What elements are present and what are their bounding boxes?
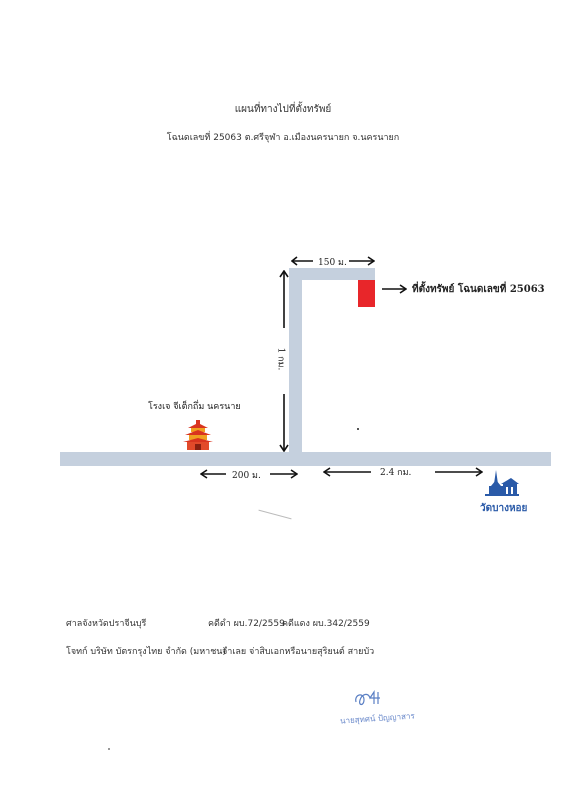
signature-image bbox=[352, 688, 392, 710]
top-road bbox=[289, 268, 375, 280]
dist-top-label: 150 ม. bbox=[318, 258, 347, 268]
defendant-text: จำเลย จ่าสิบเอกหรือนายสุริยนต์ สายบัว bbox=[222, 647, 375, 657]
case-red-text: คดีแดง ผบ.342/2559 bbox=[282, 619, 370, 629]
property-marker bbox=[358, 280, 375, 307]
dist-right-label: 2.4 กม. bbox=[380, 468, 412, 478]
property-pointer-arrow bbox=[381, 284, 407, 294]
chinese-temple-icon bbox=[183, 420, 213, 450]
main-road bbox=[60, 452, 551, 466]
plaintiff-text: โจทก์ บริษัท บัตรกรุงไทย จำกัด (มหาชน) bbox=[66, 647, 226, 657]
thai-temple-icon bbox=[485, 470, 519, 496]
signature-caption: นายสุทศน์ ปัญญาสาร bbox=[339, 711, 416, 726]
property-label: ที่ตั้งทรัพย์ โฉนดเลขที่ 25063 bbox=[412, 284, 545, 295]
page-title: แผนที่ทางไปที่ตั้งทรัพย์ bbox=[234, 104, 332, 115]
school-label: โรงเจ จีเต็กถึ่ม นครนาย bbox=[148, 402, 241, 412]
stray-dot-bottom bbox=[108, 748, 110, 750]
stray-mark bbox=[258, 510, 291, 520]
stray-dot bbox=[357, 428, 359, 430]
court-text: ศาลจังหวัดปราจีนบุรี bbox=[66, 619, 147, 629]
dist-vertical-label: 1 กม. bbox=[275, 347, 286, 371]
side-road bbox=[289, 268, 302, 454]
dist-left-label: 200 ม. bbox=[232, 471, 261, 481]
temple-label: วัดบางหอย bbox=[480, 503, 528, 514]
case-black-text: คดีดำ ผบ.72/2559 bbox=[208, 619, 285, 629]
page-subtitle: โฉนดเลขที่ 25063 ต.ศรีจุฬา อ.เมืองนครนายก จ.นครนายก bbox=[166, 133, 400, 143]
